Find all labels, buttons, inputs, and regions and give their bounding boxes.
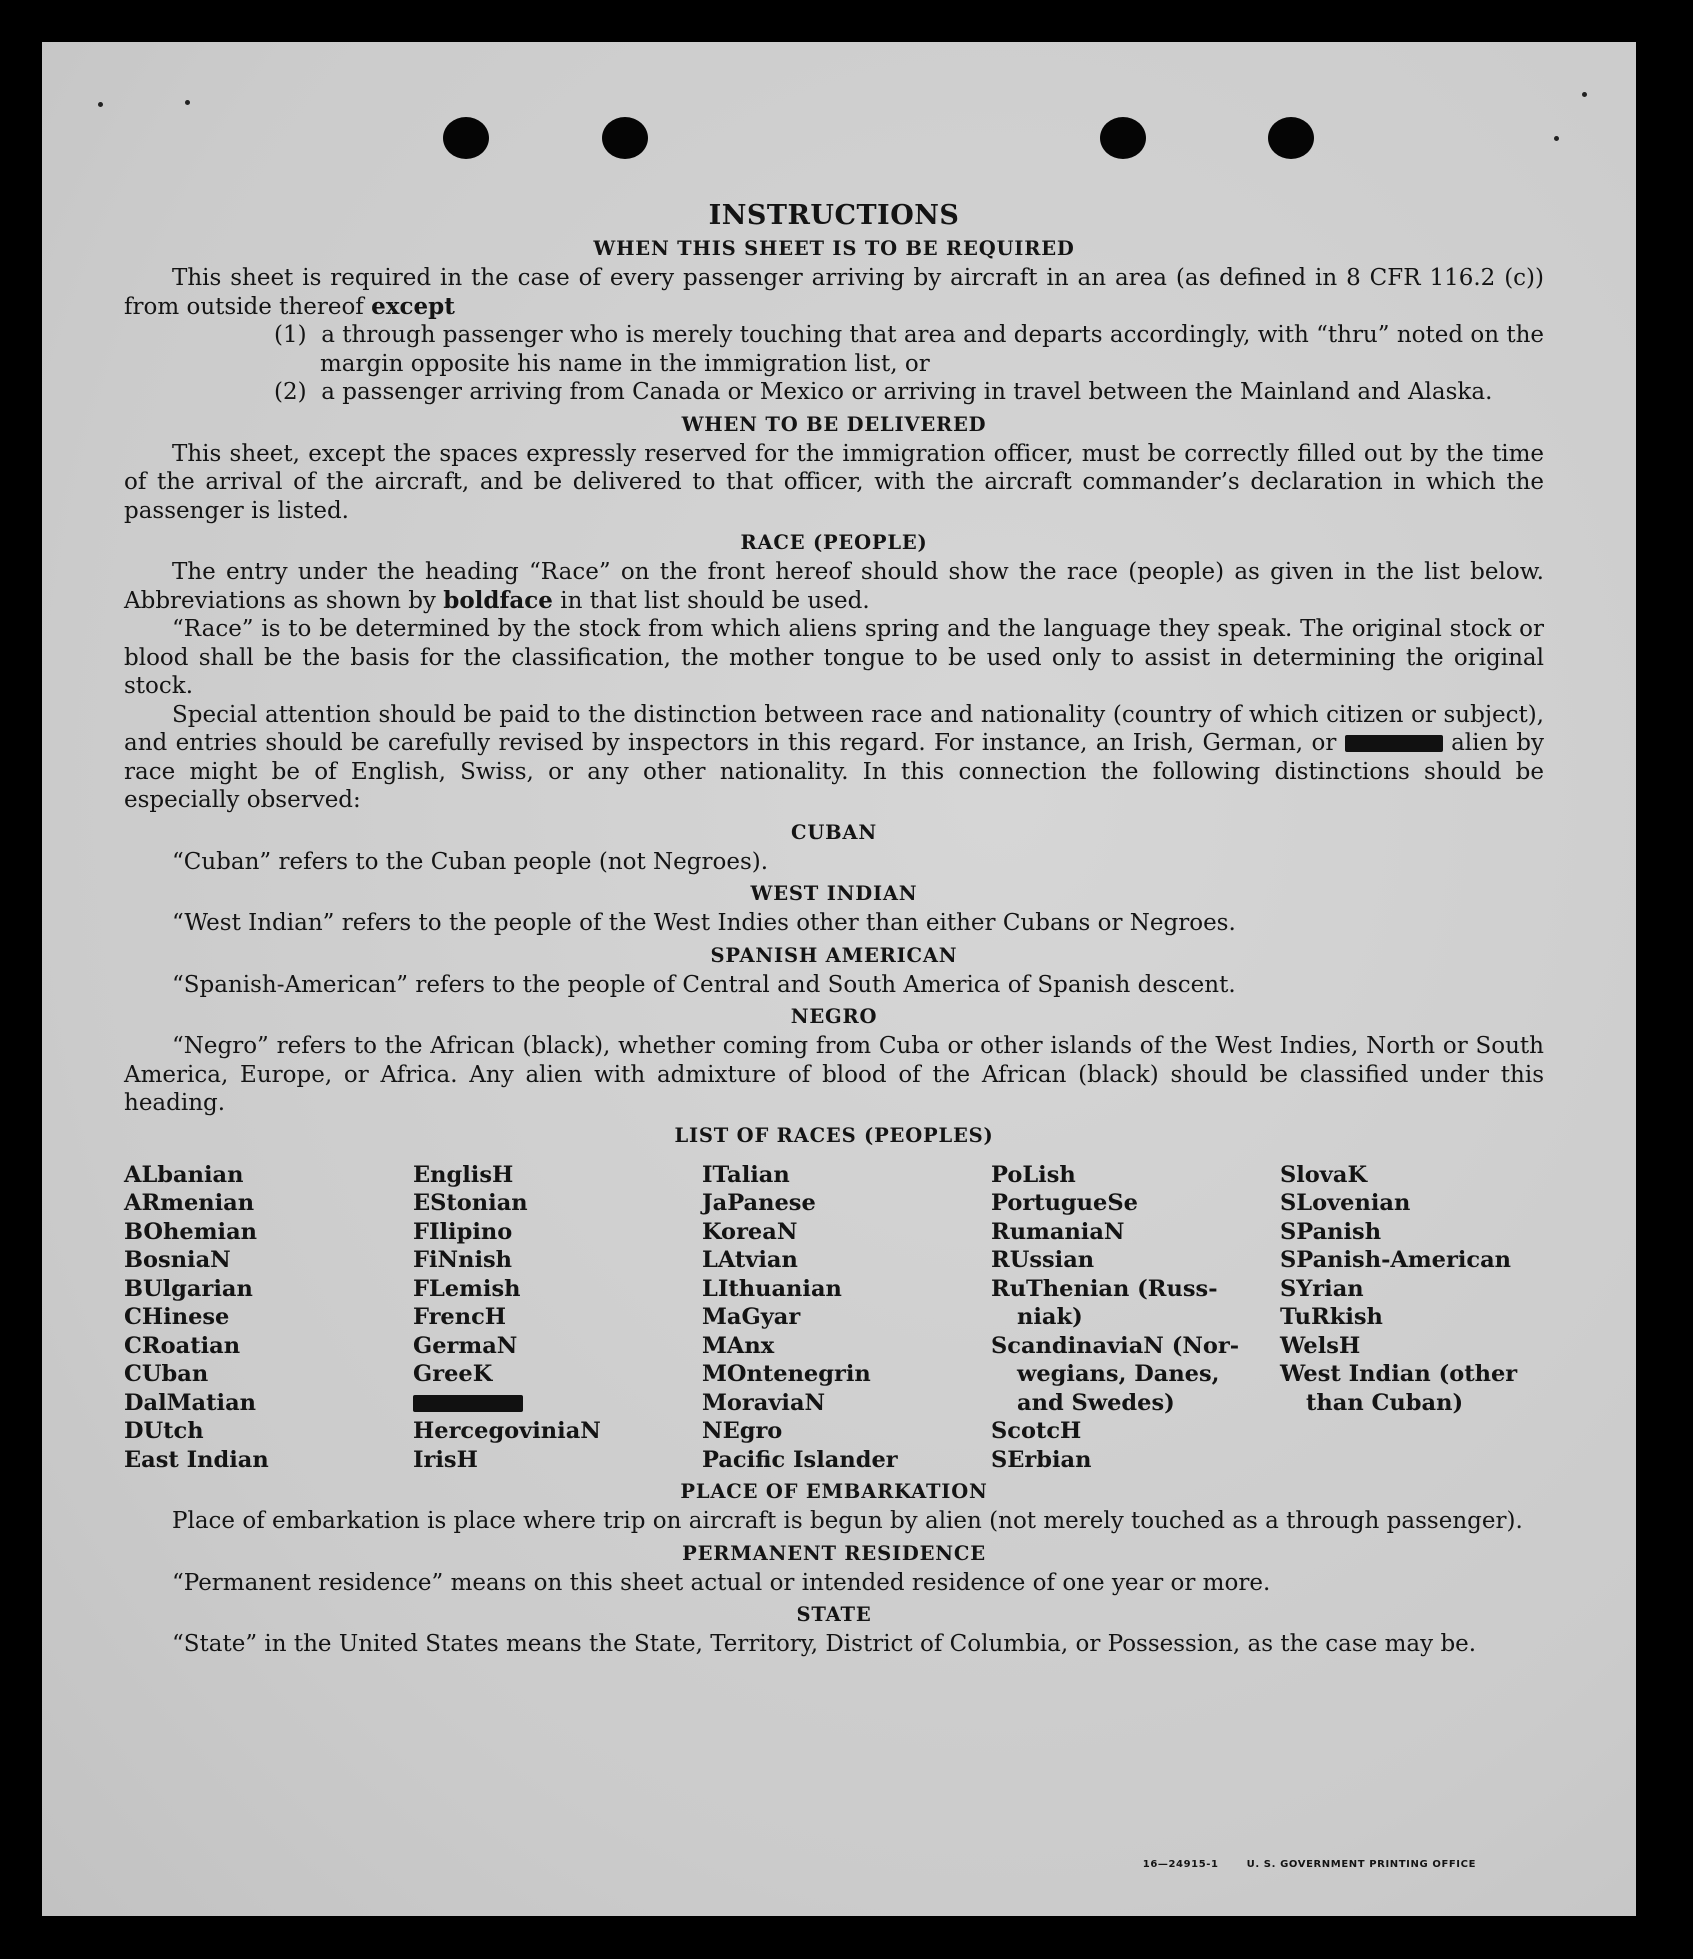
race-entry: SErbian xyxy=(991,1446,1092,1473)
race-entry: LAtvian xyxy=(702,1247,798,1273)
redaction-mark xyxy=(1345,735,1443,752)
race-entry: JaPanese xyxy=(702,1190,816,1216)
race-paragraph-3: Special attention should be paid to the distinction between race and nationality (country of which citizen or subject), and entries should be carefully revised by inspectors in this regard. For instance, an Irish, German, or alien by race might be of English, Swiss, or any other nationality. In this connection the following distinctions should be especially observed: xyxy=(124,701,1545,813)
punch-hole xyxy=(1268,117,1314,159)
state-text: “State” in the United States means the State, Territory, District of Columbia, or Possession, as the case may be. xyxy=(172,1631,1477,1657)
speck xyxy=(1582,92,1587,97)
race-entry: ALbanian xyxy=(124,1161,244,1188)
embarkation-text: Place of embarkation is place where trip on aircraft is begun by alien (not merely touched as a through passenger). xyxy=(172,1508,1523,1534)
instructions-body xyxy=(124,192,1544,1659)
race-entry: ScotcH xyxy=(991,1418,1082,1444)
exception-item-1: (1) a through passenger who is merely touching that area and departs accordingly, with “thru” noted on the margin opposite his name in the immigration list, or xyxy=(274,322,1545,377)
race-entry: FiNnish xyxy=(413,1247,513,1273)
race-entry-continued: wegians, Danes, xyxy=(1017,1361,1220,1387)
when-delivered-text: This sheet, except the spaces expressly reserved for the immigration officer, must be correctly filled out by the time of the arrival of the aircraft, and be delivered to that officer, with the aircraft commander’s declaration in which the passenger is listed. xyxy=(124,440,1544,524)
west-indian-text: “West Indian” refers to the people of the West Indies other than either Cubans or Negroes. xyxy=(172,910,1236,936)
race-entry: West Indian (other xyxy=(1280,1361,1518,1387)
negro-text: “Negro” refers to the African (black), whether coming from Cuba or other islands of the West Indies, North or South America, Europe, or Africa. Any alien with admixture of blood of the African (black) should be classified under this heading. xyxy=(124,1033,1544,1116)
race-entry-continued: than Cuban) xyxy=(1306,1389,1464,1416)
race-entry: CHinese xyxy=(124,1304,230,1330)
race-entry: CRoatian xyxy=(124,1332,241,1359)
exception-item-2: (2) a passenger arriving from Canada or Mexico or arriving in travel between the Mainland and Alaska. xyxy=(274,379,1493,405)
race-entry: Pacific Islander xyxy=(702,1446,898,1473)
race-paragraph-2: “Race” is to be determined by the stock from which aliens spring and the language they speak. The original stock or blood shall be the basis for the classification, the mother tongue to be used only to assist in determining the original stock. xyxy=(124,616,1544,699)
section-heading-state: STATE xyxy=(796,1603,872,1626)
race-entry: IrisH xyxy=(413,1446,478,1473)
race-entry: SYrian xyxy=(1280,1275,1364,1302)
page-title: INSTRUCTIONS xyxy=(708,200,960,231)
section-heading-race: RACE (PEOPLE) xyxy=(740,531,928,554)
race-entry: FIlipino xyxy=(413,1218,513,1245)
section-heading-when-required: WHEN THIS SHEET IS TO BE REQUIRED xyxy=(593,237,1075,260)
race-entry: MoraviaN xyxy=(702,1389,826,1416)
race-entry: LIthuanian xyxy=(702,1275,842,1302)
race-entry: GermaN xyxy=(413,1332,518,1359)
race-entry-continued: niak) xyxy=(1017,1304,1083,1330)
race-entry: FrencH xyxy=(413,1304,507,1330)
section-heading-embarkation: PLACE OF EMBARKATION xyxy=(680,1480,988,1503)
race-entry: KoreaN xyxy=(702,1218,798,1245)
race-paragraph-1: The entry under the heading “Race” on the front hereof should show the race (people) as given in the list below. Abbreviations as shown by boldface in that list should be used. xyxy=(124,559,1544,614)
form-number: 16—24915-1 xyxy=(1142,1859,1219,1870)
race-entry: BUlgarian xyxy=(124,1275,253,1302)
race-entry: ARmenian xyxy=(124,1190,255,1216)
race-entry: DUtch xyxy=(124,1418,204,1444)
race-entry: SPanish xyxy=(1280,1218,1382,1245)
race-entry: MAnx xyxy=(702,1332,775,1359)
section-heading-when-delivered: WHEN TO BE DELIVERED xyxy=(681,412,987,436)
race-entry: BOhemian xyxy=(124,1218,258,1245)
punch-hole xyxy=(443,117,489,159)
section-heading-west-indian: WEST INDIAN xyxy=(750,882,918,905)
race-entry: PortugueSe xyxy=(991,1190,1138,1216)
redaction-mark xyxy=(413,1395,523,1412)
race-entry: NEgro xyxy=(702,1418,783,1444)
section-heading-spanish-american: SPANISH AMERICAN xyxy=(710,943,958,967)
speck xyxy=(98,102,103,107)
races-list xyxy=(124,1161,1544,1475)
race-entry: RuThenian (Russ- xyxy=(991,1275,1218,1302)
race-entry: PoLish xyxy=(991,1161,1076,1188)
race-entry: HercegoviniaN xyxy=(413,1418,601,1444)
race-entry: CUban xyxy=(124,1361,209,1387)
section-heading-list-of-races: LIST OF RACES (PEOPLES) xyxy=(674,1123,994,1147)
race-entry: MaGyar xyxy=(702,1304,801,1330)
when-required-intro: This sheet is required in the case of every passenger arriving by aircraft in an area (as defined in 8 CFR 116.2 (c)) from outside thereof except xyxy=(124,265,1544,320)
punch-hole xyxy=(1100,117,1146,159)
race-entry-continued: and Swedes) xyxy=(1017,1389,1175,1416)
section-heading-cuban: CUBAN xyxy=(791,820,877,844)
race-entry: RumaniaN xyxy=(991,1218,1125,1245)
race-entry: MOntenegrin xyxy=(702,1361,871,1387)
document-sheet xyxy=(42,42,1636,1916)
race-entry: ITalian xyxy=(702,1161,790,1188)
races-column-3 xyxy=(702,1161,991,1475)
spanish-american-text: “Spanish-American” refers to the people of Central and South America of Spanish descent. xyxy=(172,971,1236,998)
races-column-4 xyxy=(991,1161,1280,1475)
race-entry: BosniaN xyxy=(124,1247,231,1273)
printer-name: U. S. GOVERNMENT PRINTING OFFICE xyxy=(1246,1859,1476,1870)
race-entry: SlovaK xyxy=(1280,1161,1368,1188)
race-entry: EnglisH xyxy=(413,1161,514,1188)
race-entry: SLovenian xyxy=(1280,1190,1411,1216)
race-entry: DalMatian xyxy=(124,1389,257,1416)
race-entry: GreeK xyxy=(413,1361,493,1387)
race-entry: RUssian xyxy=(991,1247,1095,1273)
race-entry: TuRkish xyxy=(1280,1304,1383,1330)
races-column-1 xyxy=(124,1161,413,1475)
race-entry: ScandinaviaN (Nor- xyxy=(991,1332,1240,1359)
section-heading-negro: NEGRO xyxy=(790,1005,878,1028)
races-column-5 xyxy=(1280,1161,1570,1475)
race-entry: SPanish-American xyxy=(1280,1247,1512,1273)
speck xyxy=(185,100,190,105)
section-heading-permanent-residence: PERMANENT RESIDENCE xyxy=(682,1541,986,1565)
cuban-text: “Cuban” refers to the Cuban people (not Negroes). xyxy=(172,848,769,875)
footer-imprint xyxy=(1115,1859,1476,1870)
race-entry: FLemish xyxy=(413,1275,521,1302)
races-column-2 xyxy=(413,1161,702,1475)
punch-hole xyxy=(602,117,648,159)
race-entry: East Indian xyxy=(124,1446,269,1473)
race-entry: EStonian xyxy=(413,1190,528,1216)
race-entry: WelsH xyxy=(1280,1332,1361,1359)
speck xyxy=(1554,136,1559,141)
residence-text: “Permanent residence” means on this sheet actual or intended residence of one year or more. xyxy=(172,1569,1271,1596)
race-entry-redacted xyxy=(413,1389,702,1418)
